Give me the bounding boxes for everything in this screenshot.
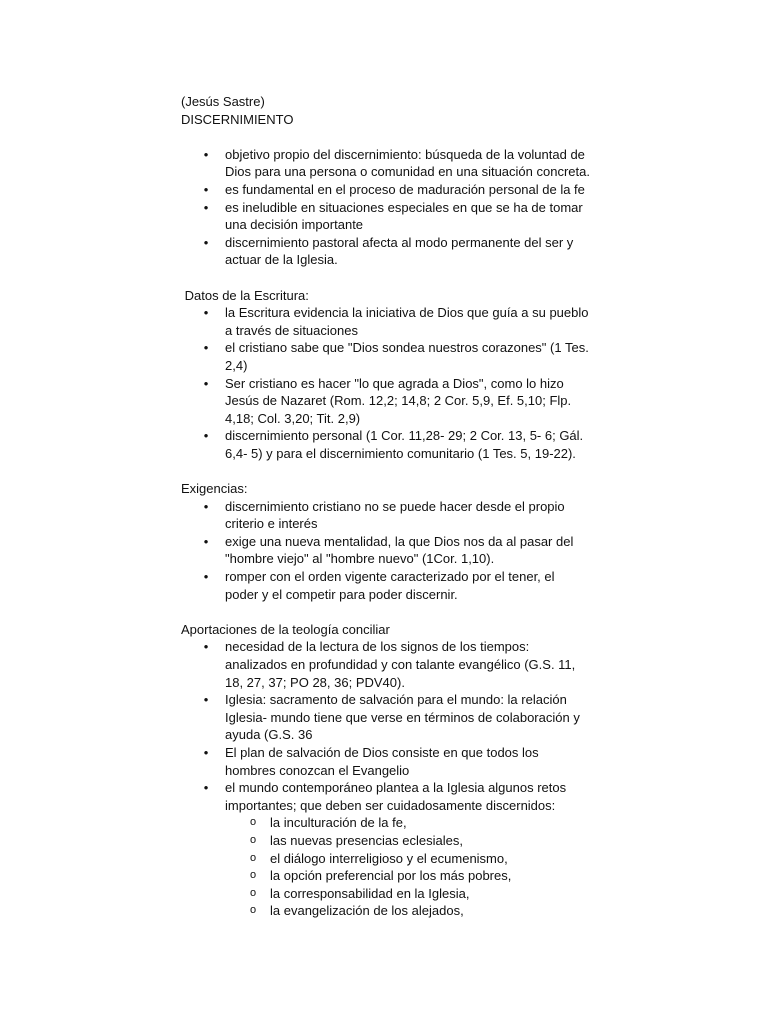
sublist-item xyxy=(181,832,591,850)
circle-marker: o xyxy=(249,833,257,846)
list-item xyxy=(181,146,591,181)
requirements-list xyxy=(181,498,591,604)
document-body xyxy=(181,93,591,920)
author-line: (Jesús Sastre) xyxy=(181,94,265,109)
spacer xyxy=(181,128,591,146)
list-item xyxy=(181,779,591,814)
list-item-text: Ser cristiano es hacer "lo que agrada a Dios", como lo hizo Jesús de Nazaret (Rom. 12,2; 14,8; 2 Cor. 5,9, Ef. 5,10; Flp. 4,18; Col. 3,20; Tit. 2,9) xyxy=(225,375,572,426)
list-item xyxy=(181,744,591,779)
sublist-item-text: la evangelización de los alejados, xyxy=(270,903,464,919)
bullet-marker: • xyxy=(203,639,209,655)
list-item-text: discernimiento cristiano no se puede hacer desde el propio criterio e interés xyxy=(225,498,565,532)
section-heading-conciliar: Aportaciones de la teología conciliar xyxy=(181,621,390,637)
list-item-text: es fundamental en el proceso de maduración personal de la fe xyxy=(225,181,585,197)
bullet-marker: • xyxy=(203,744,209,760)
bullet-marker: • xyxy=(203,498,209,514)
list-item xyxy=(181,691,591,744)
list-item xyxy=(181,427,591,462)
section-heading-scripture: Datos de la Escritura: xyxy=(181,287,309,303)
circle-marker: o xyxy=(249,869,257,882)
circle-marker: o xyxy=(249,851,257,864)
challenges-sublist xyxy=(181,814,591,920)
list-item-text: necesidad de la lectura de los signos de los tiempos: analizados en profundidad y con talante evangélico (G.S. 11, 18, 27, 37; PO 28, 36; PDV40). xyxy=(225,639,576,690)
list-item-text: el cristiano sabe que "Dios sondea nuestros corazones" (1 Tes. 2,4) xyxy=(225,340,589,373)
sublist-item xyxy=(181,850,591,868)
list-item xyxy=(181,181,591,199)
list-item-text: discernimiento pastoral afecta al modo permanente del ser y actuar de la Iglesia. xyxy=(225,234,574,268)
bullet-marker: • xyxy=(203,234,209,250)
circle-marker: o xyxy=(249,904,257,917)
scripture-list xyxy=(181,304,591,462)
bullet-marker: • xyxy=(203,375,209,391)
spacer xyxy=(181,603,591,621)
sublist-item xyxy=(181,902,591,920)
section-heading-requirements: Exigencias: xyxy=(181,481,248,497)
list-item xyxy=(181,339,591,374)
list-item-text: el mundo contemporáneo plantea a la Iglesia algunos retos importantes; que deben ser cuidadosamente discernidos: xyxy=(225,780,567,813)
sublist-item xyxy=(181,814,591,832)
list-item xyxy=(181,568,591,603)
list-item xyxy=(181,638,591,691)
spacer xyxy=(181,269,591,287)
list-item-text: Iglesia: sacramento de salvación para el mundo: la relación Iglesia- mundo tiene que verse en términos de colaboración y ayuda (G.S. 36 xyxy=(225,692,580,743)
spacer xyxy=(181,462,591,480)
list-item-text: objetivo propio del discernimiento: búsqueda de la voluntad de Dios para una persona o comunidad en una situación concreta. xyxy=(225,146,590,180)
list-item-text: discernimiento personal (1 Cor. 11,28- 29; 2 Cor. 13, 5- 6; Gál. 6,4- 5) y para el discernimiento comunitario (1 Tes. 5, 19-22). xyxy=(225,428,584,461)
bullet-marker: • xyxy=(203,305,209,321)
list-item-text: El plan de salvación de Dios consiste en que todos los hombres conozcan el Evangelio xyxy=(225,744,539,778)
list-item-text: la Escritura evidencia la iniciativa de Dios que guía a su pueblo a través de situaciones xyxy=(225,305,589,338)
list-item xyxy=(181,199,591,234)
list-item-text: es ineludible en situaciones especiales en que se ha de tomar una decisión importante xyxy=(225,199,583,233)
list-item xyxy=(181,304,591,339)
sublist-item-text: la inculturación de la fe, xyxy=(270,815,407,831)
sublist-item xyxy=(181,867,591,885)
sublist-item-text: las nuevas presencias eclesiales, xyxy=(270,832,463,848)
list-item xyxy=(181,498,591,533)
sublist-item xyxy=(181,885,591,903)
conciliar-list xyxy=(181,638,591,814)
list-item xyxy=(181,375,591,428)
sublist-item-text: la corresponsabilidad en la Iglesia, xyxy=(270,885,470,901)
bullet-marker: • xyxy=(203,199,209,215)
list-item-text: exige una nueva mentalidad, la que Dios nos da al pasar del "hombre viejo" al "hombre nuevo" (1Cor. 1,10). xyxy=(225,533,574,567)
circle-marker: o xyxy=(249,816,257,829)
circle-marker: o xyxy=(249,886,257,899)
intro-list xyxy=(181,146,591,269)
bullet-marker: • xyxy=(203,181,209,197)
document-title: DISCERNIMIENTO xyxy=(181,111,294,127)
list-item-text: romper con el orden vigente caracterizado por el tener, el poder y el competir para poder discernir. xyxy=(225,569,555,602)
bullet-marker: • xyxy=(203,780,209,796)
bullet-marker: • xyxy=(203,533,209,549)
bullet-marker: • xyxy=(203,146,209,162)
bullet-marker: • xyxy=(203,340,209,356)
sublist-item-text: el diálogo interreligioso y el ecumenismo, xyxy=(270,850,508,866)
sublist-item-text: la opción preferencial por los más pobres, xyxy=(270,868,512,884)
bullet-marker: • xyxy=(203,692,209,708)
bullet-marker: • xyxy=(203,569,209,585)
list-item xyxy=(181,234,591,269)
bullet-marker: • xyxy=(203,428,209,444)
list-item xyxy=(181,533,591,568)
